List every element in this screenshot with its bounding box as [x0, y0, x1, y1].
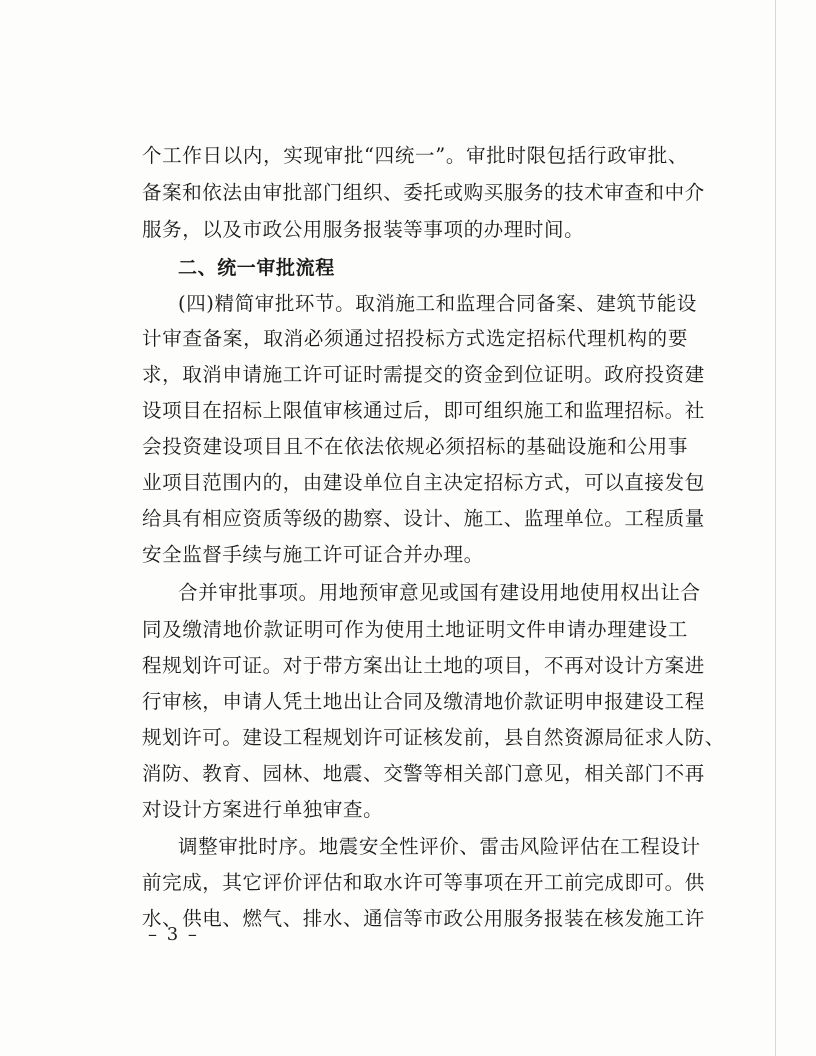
- text-line: 安全监督手续与施工许可证合并办理。: [142, 543, 484, 566]
- text-line: 对设计方案进行单独审查。: [142, 798, 384, 821]
- text-line: 同及缴清地价款证明可作为使用土地证明文件申请办理建设工: [142, 618, 688, 641]
- section-heading: 二、统一审批流程: [178, 257, 335, 279]
- text-line: 求，取消申请施工许可证时需提交的资金到位证明。政府投资建: [142, 363, 705, 386]
- text-line: 备案和依法由审批部门组织、委托或购买服务的技术审查和中介: [142, 181, 705, 204]
- text-line: 合并审批事项。用地预审意见或国有建设用地使用权出让合: [178, 581, 701, 604]
- text-line: 业项目范围内的，由建设单位自主决定招标方式，可以直接发包: [142, 471, 705, 494]
- text-line: 给具有相应资质等级的勘察、设计、施工、监理单位。工程质量: [142, 507, 705, 530]
- text-line: 行审核，申请人凭土地出让合同及缴清地价款证明申报建设工程: [142, 690, 705, 713]
- text-line: 程规划许可证。对于带方案出让土地的项目，不再对设计方案进: [142, 654, 705, 677]
- text-line: 会投资建设项目且不在依法依规必须招标的基础设施和公用事: [142, 435, 688, 458]
- text-line: 设项目在招标上限值审核通过后，即可组织施工和监理招标。社: [142, 399, 705, 422]
- page-number: – 3 –: [148, 924, 199, 945]
- text-line: 水、供电、燃气、排水、通信等市政公用服务报装在核发施工许: [142, 907, 705, 930]
- text-line: 服务，以及市政公用服务报装等事项的办理时间。: [142, 218, 585, 241]
- text-line: 规划许可。建设工程规划许可证核发前，县自然资源局征求人防、: [142, 726, 725, 749]
- text-line: (四)精简审批环节。取消施工和监理合同备案、建筑节能设: [178, 292, 697, 315]
- text-line: 调整审批时序。地震安全性评价、雷击风险评估在工程设计: [178, 835, 701, 858]
- text-line: 个工作日以内，实现审批“四统一”。审批时限包括行政审批、: [142, 144, 688, 167]
- scan-edge-line: [775, 0, 776, 1056]
- text-line: 前完成，其它评价评估和取水许可等事项在开工前完成即可。供: [142, 871, 705, 894]
- text-line: 计审查备案，取消必须通过招投标方式选定招标代理机构的要: [142, 327, 688, 350]
- text-line: 消防、教育、园林、地震、交警等相关部门意见，相关部门不再: [142, 762, 705, 785]
